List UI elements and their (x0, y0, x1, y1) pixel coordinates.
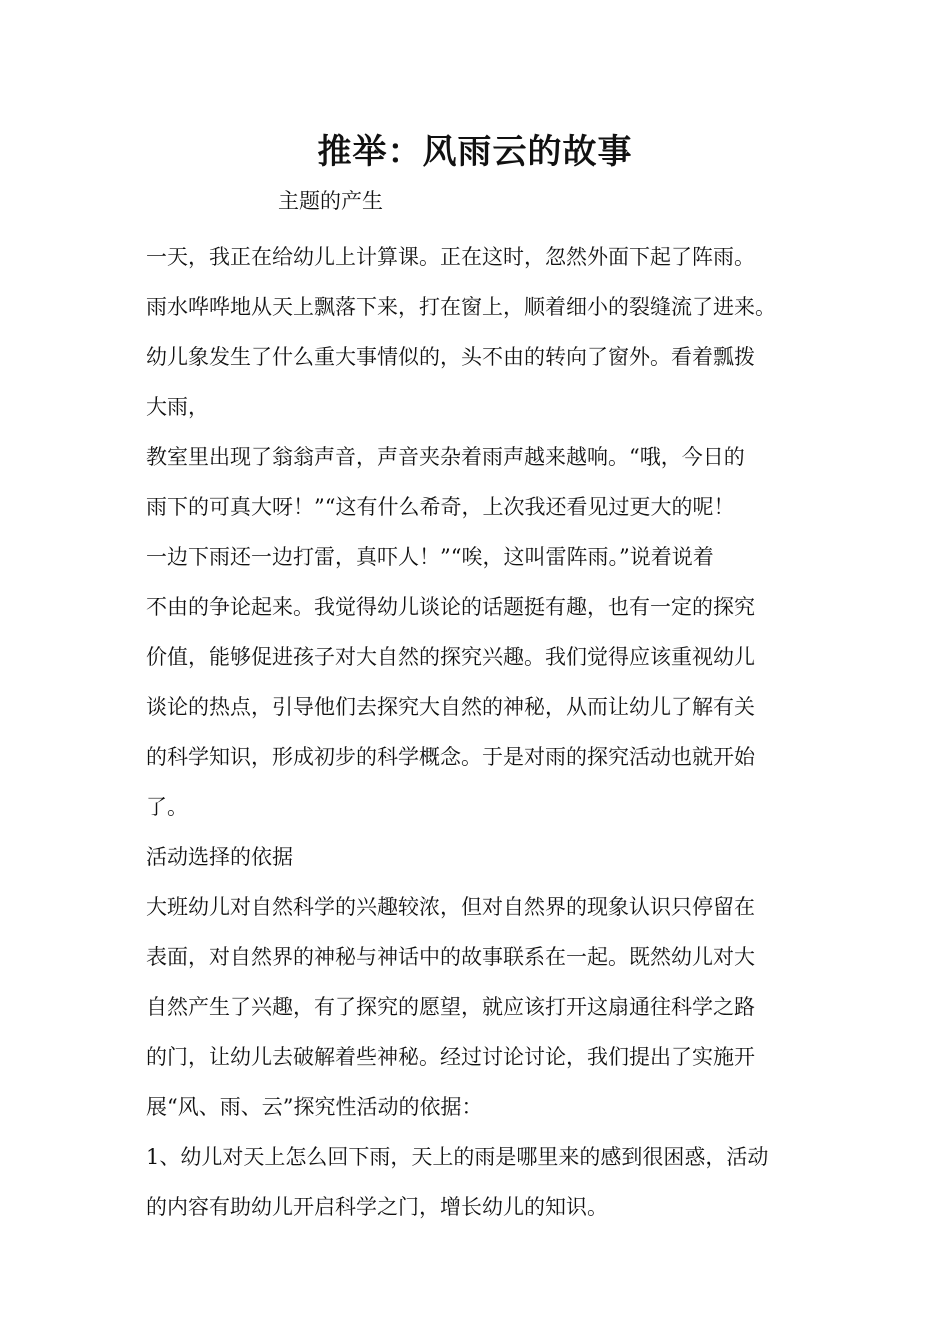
list-item-line: 1、幼儿对天上怎么回下雨，天上的雨是哪里来的感到很困惑，活动 (146, 1145, 769, 1169)
paragraph-line: 的科学知识，形成初步的科学概念。于是对雨的探究活动也就开始 (146, 745, 755, 769)
paragraph-line: 表面，对自然界的神秘与神话中的故事联系在一起。既然幼儿对大 (146, 945, 755, 969)
section-heading-theme-origin: 主题的产生 (278, 189, 383, 213)
section-heading-activity-basis: 活动选择的依据 (146, 845, 293, 869)
list-item-line: 的内容有助幼儿开启科学之门，增长幼儿的知识。 (146, 1195, 608, 1219)
paragraph-line: 不由的争论起来。我觉得幼儿谈论的话题挺有趣，也有一定的探究 (146, 595, 755, 619)
paragraph-line: 了。 (146, 795, 188, 819)
paragraph-line: 雨下的可真大呀！”“这有什么希奇，上次我还看见过更大的呢！ (146, 495, 735, 519)
paragraph-line: 雨水哗哗地从天上飘落下来，打在窗上，顺着细小的裂缝流了进来。 (146, 295, 776, 319)
document-body (146, 232, 810, 1232)
paragraph-line: 大班幼儿对自然科学的兴趣较浓，但对自然界的现象认识只停留在 (146, 895, 755, 919)
paragraph-line: 大雨， (146, 395, 209, 419)
paragraph-line: 自然产生了兴趣，有了探究的愿望，就应该打开这扇通往科学之路 (146, 995, 755, 1019)
paragraph-line: 展“风、雨、云”探究性活动的依据： (146, 1095, 483, 1119)
paragraph-line: 教室里出现了翁翁声音，声音夹杂着雨声越来越响。“哦，今日的 (146, 445, 745, 469)
paragraph-line: 谈论的热点，引导他们去探究大自然的神秘，从而让幼儿了解有关 (146, 695, 755, 719)
paragraph-line: 幼儿象发生了什么重大事情似的，头不由的转向了窗外。看着瓢拨 (146, 345, 755, 369)
paragraph-line: 的门，让幼儿去破解着些神秘。经过讨论讨论，我们提出了实施开 (146, 1045, 755, 1069)
paragraph-line: 一边下雨还一边打雷，真吓人！”“唉，这叫雷阵雨。”说着说着 (146, 545, 714, 569)
paragraph-line: 一天，我正在给幼儿上计算课。正在这时，忽然外面下起了阵雨。 (146, 245, 755, 269)
document-title: 推举：风雨云的故事 (317, 132, 633, 172)
paragraph-line: 价值，能够促进孩子对大自然的探究兴趣。我们觉得应该重视幼儿 (146, 645, 755, 669)
